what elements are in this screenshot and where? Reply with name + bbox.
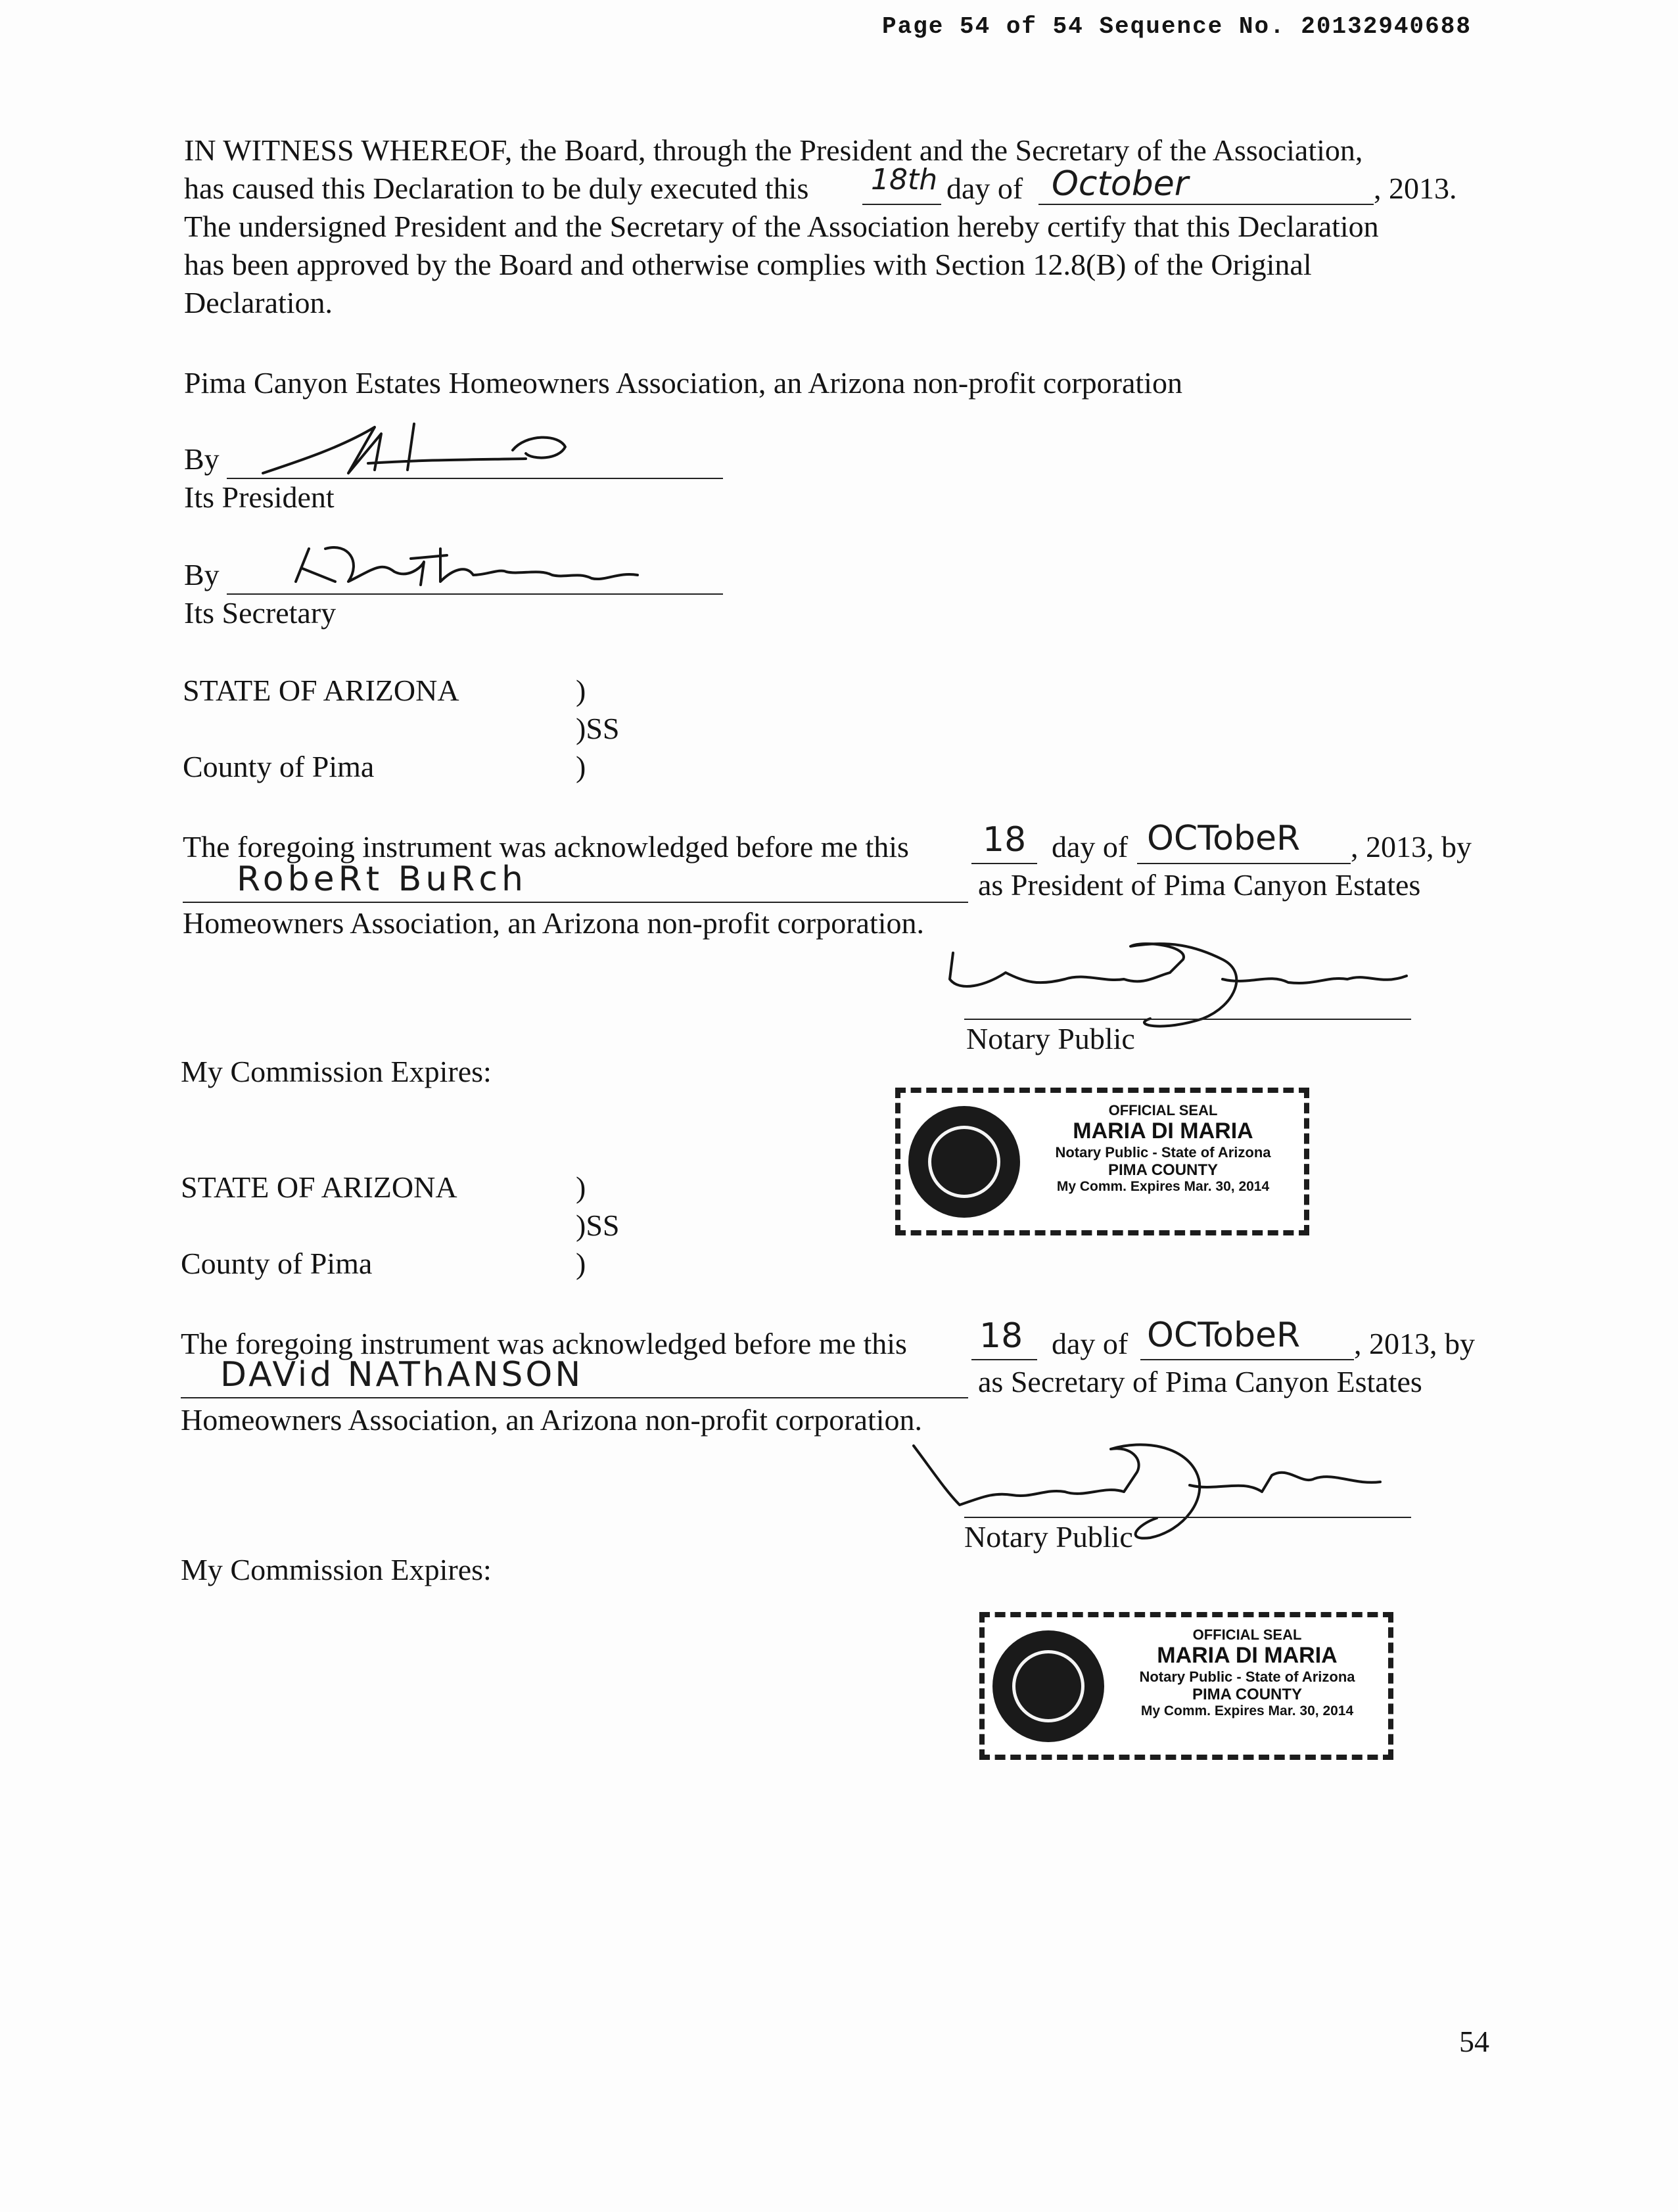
witness-line-3: The undersigned President and the Secretary of the Association hereby certify that this Declaration [184,210,1379,243]
ack2-day-line [971,1359,1037,1360]
notary-seal-2 [979,1612,1393,1760]
president-by-label: By [184,442,220,476]
secretary-by-label: By [184,558,220,591]
ack2-paren-1: ) [576,1170,586,1204]
ack1-text-prefix: The foregoing instrument was acknowledged before me this [183,830,909,864]
execution-day-line [862,204,941,205]
ack2-as-text: as Secretary of Pima Canyon Estates [978,1365,1422,1398]
president-title: Its President [184,480,335,514]
ack2-state: STATE OF ARIZONA [181,1170,457,1204]
ack1-day-of: day of [1052,830,1129,864]
ack1-paren-1: ) [576,674,586,707]
ack2-name-handwritten: DAVid NAThANSON [220,1355,584,1394]
execution-month-line [1038,204,1374,205]
execution-month-handwritten: October [1052,164,1189,204]
ack1-county: County of Pima [183,750,375,783]
president-signature [250,421,592,486]
ack1-name-line [183,902,968,903]
ack2-ss: )SS [576,1209,620,1242]
ack2-month-handwritten: OCTobeR [1147,1316,1301,1355]
ack1-ss: )SS [576,712,620,745]
ack2-notary-label: Notary Public [964,1520,1133,1554]
witness-year: , 2013. [1374,172,1457,205]
execution-day-handwritten: 18th [871,163,938,196]
seal-emblem-1 [908,1106,1020,1218]
association-name: Pima Canyon Estates Homeowners Association, an Arizona non-profit corporation [184,366,1182,400]
ack2-paren-3: ) [576,1247,586,1280]
ack1-as-text: as President of Pima Canyon Estates [978,868,1421,902]
ack2-year-by: , 2013, by [1354,1327,1475,1360]
ack1-month-line [1137,863,1351,864]
ack1-notary-label: Notary Public [966,1022,1135,1055]
ack2-line-3: Homeowners Association, an Arizona non-profit corporation. [181,1403,923,1437]
secretary-title: Its Secretary [184,596,337,630]
secretary-signature [289,536,684,595]
witness-day-of: day of [946,172,1023,205]
ack2-day-handwritten: 18 [979,1316,1023,1356]
notary-seal-1 [895,1088,1309,1235]
ack1-day-handwritten: 18 [983,820,1027,860]
ack2-name-line [181,1397,968,1398]
ack1-commission-expires: My Commission Expires: [181,1055,492,1088]
witness-line-1: IN WITNESS WHEREOF, the Board, through the President and the Secretary of the Association, [184,133,1363,167]
page-sequence-header: Page 54 of 54 Sequence No. 20132940688 [882,13,1472,40]
witness-line-4: has been approved by the Board and otherwise complies with Section 12.8(B) of the Original [184,248,1312,281]
ack1-day-line [971,863,1037,864]
witness-line-5: Declaration. [184,286,333,319]
page-number: 54 [1459,2025,1489,2058]
ack1-state: STATE OF ARIZONA [183,674,459,707]
ack1-line-3: Homeowners Association, an Arizona non-profit corporation. [183,906,925,940]
ack2-commission-expires: My Commission Expires: [181,1553,492,1586]
ack1-month-handwritten: OCTobeR [1147,819,1301,858]
ack2-county: County of Pima [181,1247,373,1280]
witness-line-2-prefix: has caused this Declaration to be duly executed this [184,172,809,205]
ack1-paren-3: ) [576,750,586,783]
ack2-day-of: day of [1052,1327,1129,1360]
ack1-year-by: , 2013, by [1351,830,1472,864]
ack2-month-line [1140,1359,1354,1360]
seal-emblem-2 [992,1630,1104,1742]
seal-text-2: OFFICIAL SEAL MARIA DI MARIA Notary Public - State of Arizona PIMA COUNTY My Comm. Expires Mar. 30, 2014 [1139,1626,1355,1719]
ack2-text-prefix: The foregoing instrument was acknowledged before me this [181,1327,907,1360]
seal-text-1: OFFICIAL SEAL MARIA DI MARIA Notary Public - State of Arizona PIMA COUNTY My Comm. Expires Mar. 30, 2014 [1055,1102,1271,1195]
ack1-name-handwritten: RobeRt BuRch [237,860,527,899]
